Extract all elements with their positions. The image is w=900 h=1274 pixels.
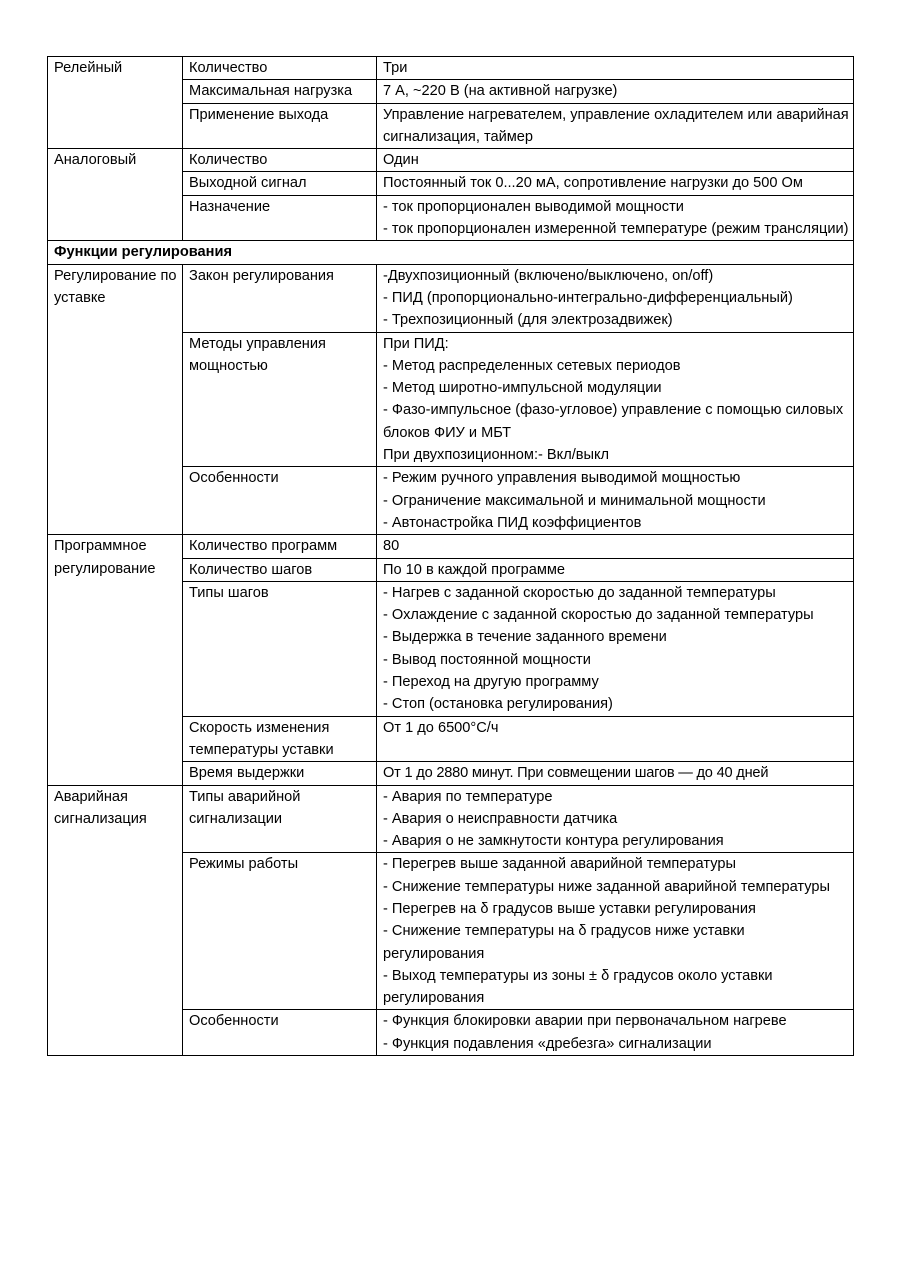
value-line: При двухпозиционном:- Вкл/выкл	[383, 447, 610, 464]
value-line: 7 А, ~220 В (на активной нагрузке)	[383, 83, 618, 100]
value-cell	[377, 762, 854, 785]
value-cell	[377, 535, 854, 558]
value-line: - Нагрев с заданной скоростью до заданной температуры	[383, 584, 776, 601]
param-cell: Закон регулирования	[183, 264, 377, 332]
value-line: - Авария по температуре	[383, 788, 553, 805]
value-line: Один	[383, 152, 419, 169]
value-cell	[377, 80, 854, 103]
value-cell	[377, 149, 854, 172]
value-line: - Трехпозиционный (для электрозадвижек)	[383, 312, 673, 329]
value-cell	[377, 1010, 854, 1056]
param-cell: Типы аварийной сигнализации	[183, 785, 377, 853]
value-line: - Вывод постоянной мощности	[383, 651, 591, 668]
value-line: - Выдержка в течение заданного времени	[383, 629, 667, 646]
group-cell: Аварийная сигнализация	[48, 785, 183, 1056]
value-cell	[377, 57, 854, 80]
value-line: - Выход температуры из зоны ± δ градусов около уставки регулирования	[383, 967, 773, 1007]
table-row	[48, 57, 854, 80]
value-cell	[377, 785, 854, 853]
value-line: - Снижение температуры ниже заданной аварийной температуры	[383, 878, 831, 895]
value-cell	[377, 195, 854, 241]
value-cell	[377, 103, 854, 149]
value-cell	[377, 172, 854, 195]
value-line: Три	[383, 60, 408, 76]
value-cell	[377, 853, 854, 1010]
param-cell: Количество	[183, 57, 377, 80]
section-row	[48, 241, 854, 264]
value-line: - Ограничение максимальной и минимальной мощности	[383, 492, 766, 509]
param-cell: Особенности	[183, 1010, 377, 1056]
value-line: - ток пропорционален выводимой мощности	[383, 198, 684, 215]
group-cell: Аналоговый	[48, 149, 183, 241]
value-cell	[377, 558, 854, 581]
value-line: Постоянный ток 0...20 мА, сопротивление нагрузки до 500 Ом	[383, 175, 803, 192]
value-line: - Метод распределенных сетевых периодов	[383, 357, 681, 374]
value-line: - Перегрев на δ градусов выше уставки регулирования	[383, 900, 756, 917]
param-cell: Количество шагов	[183, 558, 377, 581]
param-cell: Типы шагов	[183, 581, 377, 716]
param-cell: Время выдержки	[183, 762, 377, 785]
value-line: - Функция блокировки аварии при первоначальном нагреве	[383, 1013, 787, 1030]
group-cell: Регулирование по уставке	[48, 264, 183, 535]
value-line: 80	[383, 538, 400, 555]
param-cell: Количество	[183, 149, 377, 172]
group-cell: Программное регулирование	[48, 535, 183, 785]
value-line: - Фазо-импульсное (фазо-угловое) управление с помощью силовых блоков ФИУ и МБТ	[383, 402, 844, 441]
value-line: -Двухпозиционный (включено/выключено, on/off)	[383, 267, 714, 284]
value-cell	[377, 467, 854, 535]
param-cell: Применение выхода	[183, 103, 377, 149]
group-cell: Релейный	[48, 57, 183, 149]
param-cell: Количество программ	[183, 535, 377, 558]
value-line: - Авария о неисправности датчика	[383, 810, 618, 827]
param-cell: Максимальная нагрузка	[183, 80, 377, 103]
value-line: Управление нагревателем, управление охладителем или аварийная сигнализация, таймер	[383, 106, 849, 145]
specifications-table	[47, 56, 854, 1056]
table-row	[48, 535, 854, 558]
value-line: - ток пропорционален измеренной температуре (режим трансляции)	[383, 221, 849, 238]
value-line: - ПИД (пропорционально-интегрально-дифференциальный)	[383, 289, 793, 306]
value-cell	[377, 264, 854, 332]
value-line: - Перегрев выше заданной аварийной температуры	[383, 856, 736, 873]
param-cell: Скорость изменения температуры уставки	[183, 716, 377, 762]
value-line: - Режим ручного управления выводимой мощностью	[383, 470, 741, 487]
value-line: От 1 до 6500°С/ч	[383, 719, 499, 736]
value-cell	[377, 332, 854, 467]
param-cell: Особенности	[183, 467, 377, 535]
param-cell: Выходной сигнал	[183, 172, 377, 195]
param-cell: Назначение	[183, 195, 377, 241]
param-cell: Методы управления мощностью	[183, 332, 377, 467]
table-row	[48, 149, 854, 172]
value-line: - Авария о не замкнутости контура регулирования	[383, 833, 724, 850]
value-line: - Охлаждение с заданной скоростью до заданной температуры	[383, 607, 814, 624]
value-line: - Автонастройка ПИД коэффициентов	[383, 514, 642, 531]
value-line: - Метод широтно-импульсной модуляции	[383, 380, 662, 397]
section-heading: Функции регулирования	[48, 241, 854, 264]
value-cell	[377, 581, 854, 716]
table-row	[48, 785, 854, 853]
value-line: При ПИД:	[383, 335, 449, 352]
value-line: По 10 в каждой программе	[383, 561, 566, 578]
value-line: - Стоп (остановка регулирования)	[383, 696, 613, 713]
value-line: - Снижение температуры на δ градусов ниже уставки регулирования	[383, 923, 745, 962]
value-line: - Функция подавления «дребезга» сигнализации	[383, 1035, 712, 1052]
table-row	[48, 264, 854, 332]
value-line: От 1 до 2880 минут. При совмещении шагов — до 40 дней	[383, 765, 769, 782]
value-cell	[377, 716, 854, 762]
value-line: - Переход на другую программу	[383, 674, 599, 691]
param-cell: Режимы работы	[183, 853, 377, 1010]
